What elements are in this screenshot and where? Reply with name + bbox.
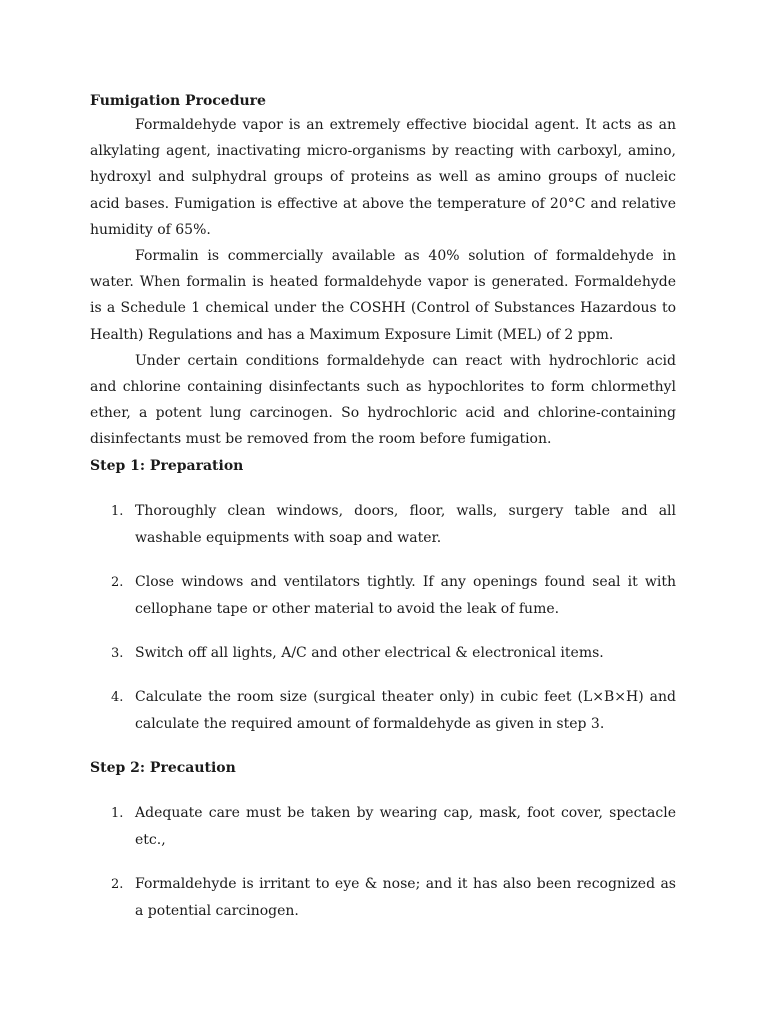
list-item-text: Close windows and ventilators tightly. If any openings found seal it with cellophane tape or other material to avoid the leak of fume. — [135, 573, 676, 617]
document-title: Fumigation Procedure — [90, 93, 266, 109]
list-item — [90, 800, 676, 854]
list-item-text: Calculate the room size (surgical theater only) in cubic feet (L×B×H) and calculate the required amount of formaldehyde as given in step 3. — [135, 688, 676, 732]
list-item — [90, 498, 676, 552]
list-item-text: Switch off all lights, A/C and other electrical & electronical items. — [135, 644, 604, 661]
list-number: 2. — [111, 574, 124, 590]
paragraph-formaldehyde-vapor: Formaldehyde vapor is an extremely effective biocidal agent. It acts as an alkylating agent, inactivating micro-organisms by reacting with carboxyl, amino, hydroxyl and sulphydral groups of proteins as well as amino groups of nucleic acid bases. Fumigation is effective at above the temperature of 20°C and relative humidity of 65%. — [90, 117, 676, 238]
list-number: 2. — [111, 876, 124, 892]
list-number: 3. — [111, 645, 124, 661]
list-item — [90, 569, 676, 623]
list-item — [90, 640, 676, 667]
step1-list — [90, 498, 676, 738]
list-item-text: Formaldehyde is irritant to eye & nose; and it has also been recognized as a potential carcinogen. — [135, 875, 676, 919]
list-number: 4. — [111, 689, 124, 705]
list-item — [90, 684, 676, 738]
step1-heading: Step 1: Preparation — [90, 457, 244, 474]
list-number: 1. — [111, 503, 124, 519]
paragraph-formalin: Formalin is commercially available as 40% solution of formaldehyde in water. When formalin is heated formaldehyde vapor is generated. Formaldehyde is a Schedule 1 chemical under the COSHH (Control of Substances Hazardous to Health) Regulations and has a Maximum Exposure Limit (MEL) of 2 ppm. — [90, 248, 676, 343]
step2-list — [90, 800, 676, 925]
list-number: 1. — [111, 805, 124, 821]
step2-heading: Step 2: Precaution — [90, 759, 236, 776]
paragraph-conditions: Under certain conditions formaldehyde can react with hydrochloric acid and chlorine containing disinfectants such as hypochlorites to form chlormethyl ether, a potent lung carcinogen. So hydrochloric acid and chlorine-containing disinfectants must be removed from the room before fumigation. — [90, 352, 676, 448]
list-item-text: Thoroughly clean windows, doors, floor, walls, surgery table and all washable equipments with soap and water. — [135, 502, 676, 546]
list-item-text: Adequate care must be taken by wearing cap, mask, foot cover, spectacle etc., — [135, 804, 676, 848]
list-item — [90, 871, 676, 925]
